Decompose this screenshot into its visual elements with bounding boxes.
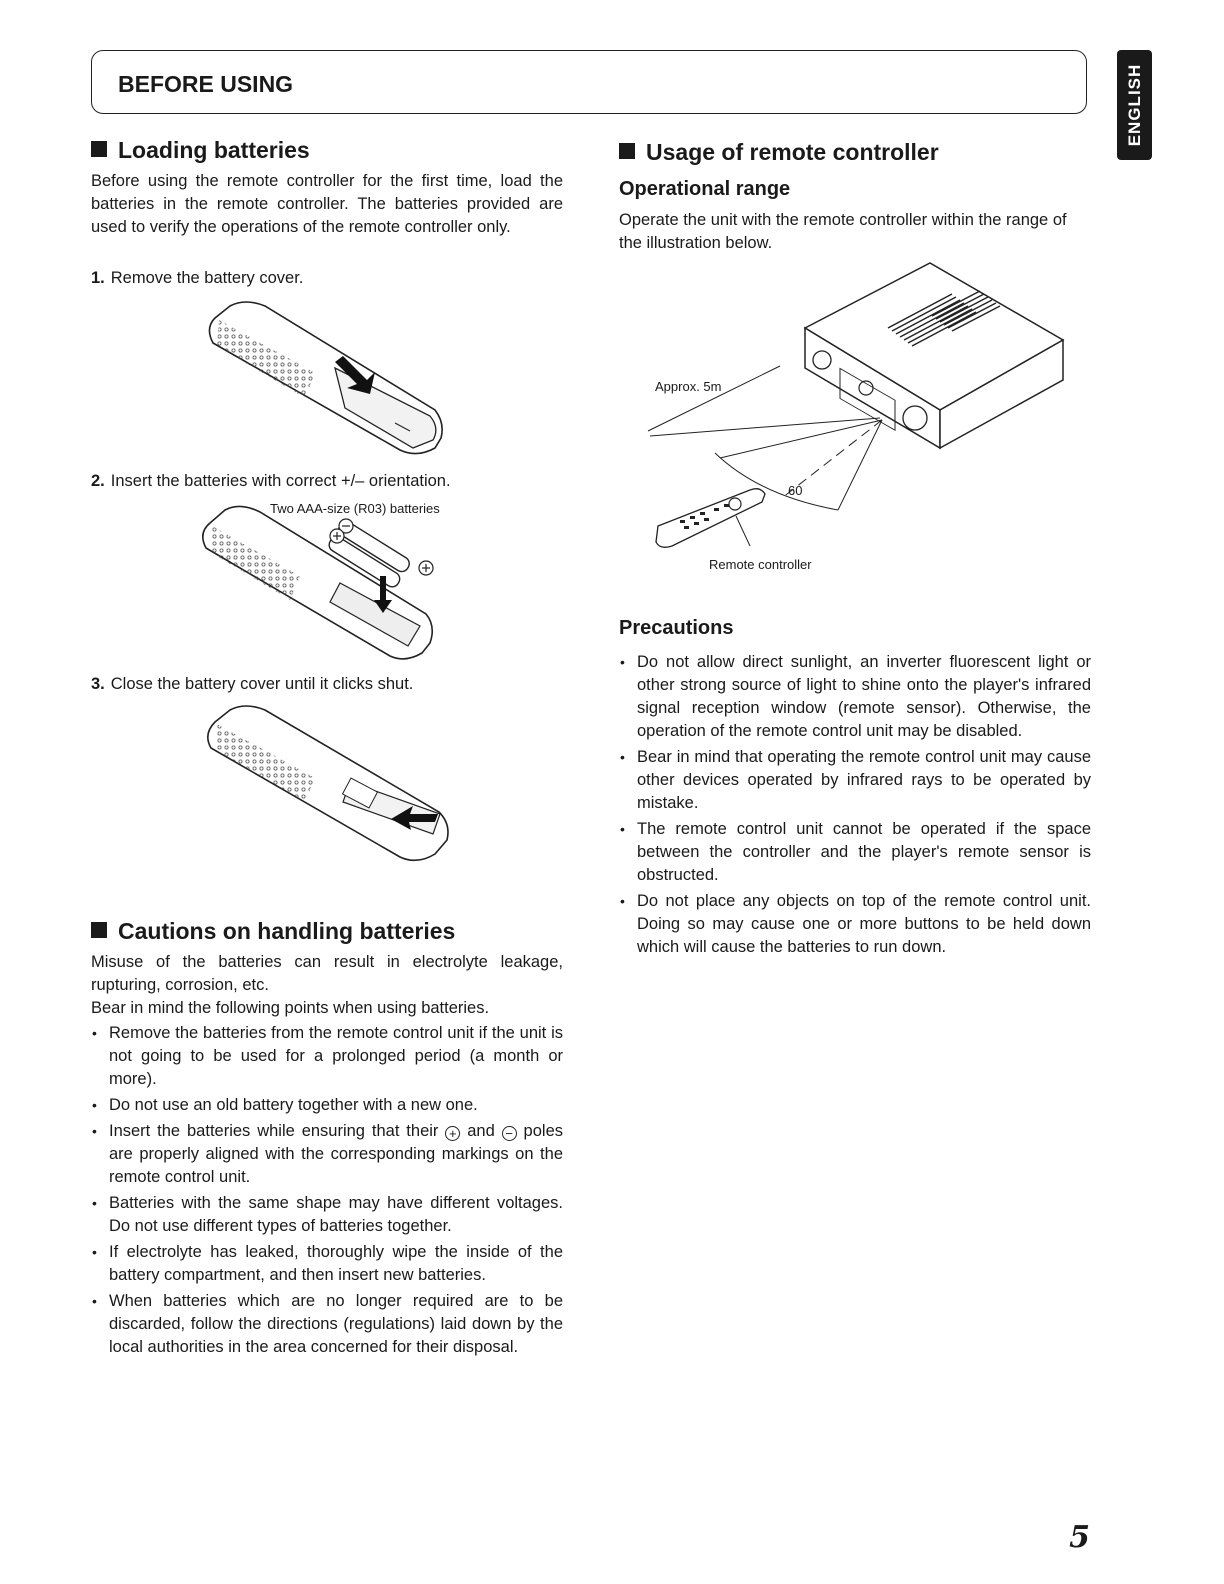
operational-range-heading: Operational range — [619, 178, 791, 200]
step-1: 1. Remove the battery cover. — [91, 269, 304, 287]
list-item: • Bear in mind that operating the remote control unit may cause other devices operated by infrared rays to be operated by mistake. — [619, 746, 1091, 815]
square-bullet-icon — [619, 143, 635, 159]
remove-cover-illustration — [195, 298, 465, 458]
usage-heading: Usage of remote controller — [619, 139, 939, 166]
step-2: 2. Insert the batteries with correct +/– orientation. — [91, 472, 451, 490]
language-tab-label: ENGLISH — [1124, 63, 1144, 147]
insert-batteries-illustration — [190, 498, 450, 663]
minus-pole-icon: − — [502, 1126, 517, 1141]
list-item: • Batteries with the same shape may have different voltages. Do not use different types of batteries together. — [91, 1192, 563, 1238]
loading-intro: Before using the remote controller for the first time, load the batteries in the remote controller. The batteries provided are used to verify the operations of the remote controller only. — [91, 172, 563, 236]
remote-controller-label: Remote controller — [709, 557, 812, 572]
list-item: • Remove the batteries from the remote control unit if the unit is not going to be used for a prolonged period (a month or more). — [91, 1022, 563, 1091]
list-item: • When batteries which are no longer required are to be discarded, follow the directions (regulations) laid down by the local authorities in the area concerned for their disposal. — [91, 1290, 563, 1359]
battery-label: Two AAA-size (R03) batteries — [270, 501, 440, 516]
step-3: 3. Close the battery cover until it clicks shut. — [91, 675, 414, 693]
list-item: • Insert the batteries while ensuring that their + and − poles are properly aligned with the corresponding markings on the remote control unit. — [91, 1120, 563, 1189]
loading-heading: Loading batteries — [91, 137, 310, 164]
list-item: • If electrolyte has leaked, thoroughly wipe the inside of the battery compartment, and then insert new batteries. — [91, 1241, 563, 1287]
list-item: • Do not place any objects on top of the remote control unit. Doing so may cause one or more buttons to be held down which will cause the batteries to run down. — [619, 890, 1091, 959]
square-bullet-icon — [91, 141, 107, 157]
cautions-list — [91, 1022, 563, 1362]
cautions-intro-1: Misuse of the batteries can result in electrolyte leakage, rupturing, corrosion, etc. — [91, 953, 563, 994]
list-item: • The remote control unit cannot be operated if the space between the controller and the player's remote sensor is obstructed. — [619, 818, 1091, 887]
page-title: BEFORE USING — [118, 71, 294, 97]
operational-range-illustration — [640, 258, 1070, 563]
language-tab — [1117, 50, 1152, 160]
list-item: • Do not use an old battery together with a new one. — [91, 1094, 563, 1117]
close-cover-illustration — [195, 702, 465, 867]
list-item: • Do not allow direct sunlight, an inverter fluorescent light or other strong source of light to shine onto the player's infrared signal reception window (remote sensor). Otherwise, the operation of the remote control unit may be disabled. — [619, 651, 1091, 743]
page-number: 5 — [1069, 1520, 1090, 1555]
cautions-heading: Cautions on handling batteries — [91, 918, 455, 945]
angle-label: 60 — [788, 483, 803, 498]
square-bullet-icon — [91, 922, 107, 938]
approx-distance-label: Approx. 5m — [655, 379, 722, 394]
operational-range-text: Operate the unit with the remote controller within the range of the illustration below. — [619, 211, 1067, 252]
section-header-box — [91, 50, 1087, 114]
precautions-heading: Precautions — [619, 617, 734, 639]
precautions-list — [619, 651, 1091, 962]
cautions-intro-2: Bear in mind the following points when using batteries. — [91, 999, 490, 1017]
plus-pole-icon: + — [445, 1126, 460, 1141]
